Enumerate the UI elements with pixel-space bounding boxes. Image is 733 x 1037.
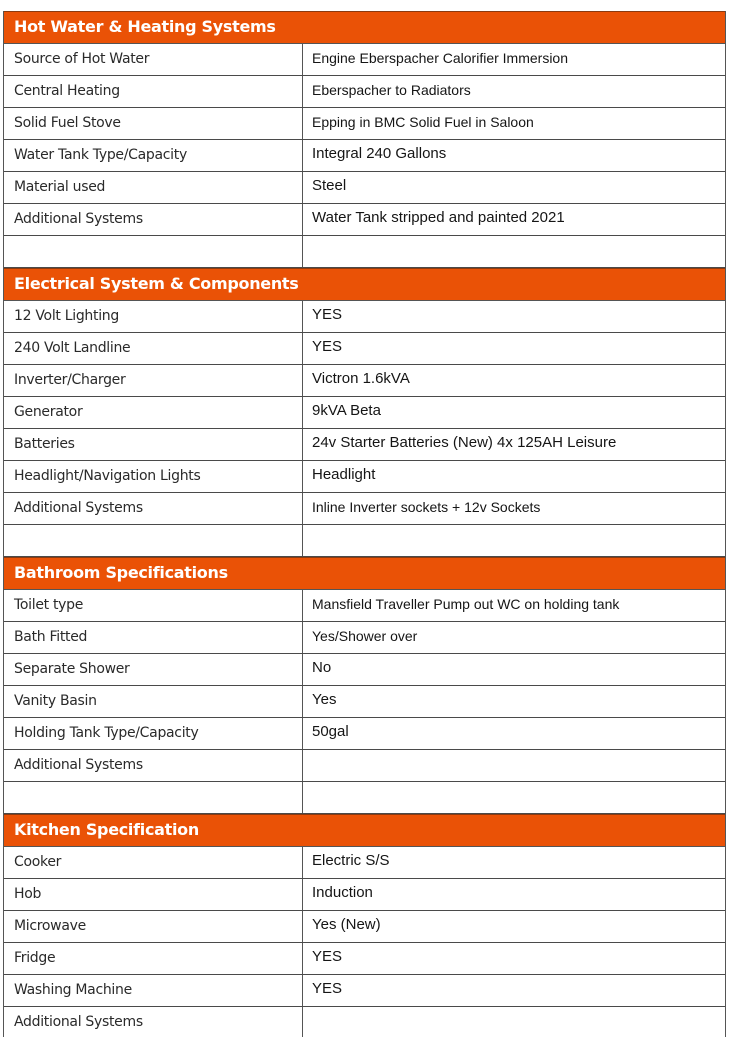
row-value: Eberspacher to Radiators	[312, 82, 471, 98]
table-row	[4, 1007, 725, 1037]
row-value: YES	[312, 306, 343, 323]
row-value: Victron 1.6kVA	[312, 370, 410, 387]
row-label	[4, 782, 303, 813]
table-row	[4, 525, 725, 557]
row-label: Batteries	[4, 429, 303, 460]
row-label: Microwave	[4, 911, 303, 942]
table-row	[4, 590, 725, 622]
spec-section	[4, 557, 725, 814]
row-value: 50gal	[312, 723, 349, 740]
row-value	[303, 525, 725, 556]
table-row	[4, 879, 725, 911]
row-label: Additional Systems	[4, 204, 303, 235]
table-row	[4, 718, 725, 750]
table-row	[4, 108, 725, 140]
table-row	[4, 44, 725, 76]
row-value: YES	[312, 338, 343, 355]
row-label: Inverter/Charger	[4, 365, 303, 396]
row-label: Toilet type	[4, 590, 303, 621]
row-value: YES	[312, 948, 343, 965]
table-row	[4, 429, 725, 461]
row-value: 9kVA Beta	[312, 402, 381, 419]
table-row	[4, 847, 725, 879]
table-row	[4, 622, 725, 654]
row-value	[303, 750, 725, 781]
row-value: Yes/Shower over	[312, 628, 418, 644]
row-value: Steel	[312, 177, 347, 194]
row-label: Holding Tank Type/Capacity	[4, 718, 303, 749]
row-label: Fridge	[4, 943, 303, 974]
row-value	[303, 782, 725, 813]
row-label: Source of Hot Water	[4, 44, 303, 75]
table-row	[4, 204, 725, 236]
row-label	[4, 525, 303, 556]
table-row	[4, 943, 725, 975]
row-label: Headlight/Navigation Lights	[4, 461, 303, 492]
row-value	[303, 1007, 725, 1037]
table-row	[4, 493, 725, 525]
spec-section	[4, 268, 725, 557]
row-value: Inline Inverter sockets + 12v Sockets	[312, 499, 541, 515]
row-value: Engine Eberspacher Calorifier Immersion	[312, 50, 568, 66]
table-row	[4, 975, 725, 1007]
row-value: Electric S/S	[312, 852, 390, 869]
row-value: Headlight	[312, 466, 376, 483]
table-row	[4, 911, 725, 943]
table-row	[4, 140, 725, 172]
row-label: Additional Systems	[4, 1007, 303, 1037]
section-header: Bathroom Specifications	[4, 557, 725, 590]
table-row	[4, 461, 725, 493]
spec-table	[3, 11, 726, 1037]
row-label: Washing Machine	[4, 975, 303, 1006]
row-label: Separate Shower	[4, 654, 303, 685]
row-label: Hob	[4, 879, 303, 910]
table-row	[4, 397, 725, 429]
table-row	[4, 236, 725, 268]
row-label	[4, 236, 303, 267]
row-label: Vanity Basin	[4, 686, 303, 717]
row-value: No	[312, 659, 332, 676]
row-label: Bath Fitted	[4, 622, 303, 653]
spec-section	[4, 11, 725, 268]
table-row	[4, 654, 725, 686]
table-row	[4, 782, 725, 814]
table-row	[4, 76, 725, 108]
row-value: Integral 240 Gallons	[312, 145, 447, 162]
table-row	[4, 172, 725, 204]
row-label: Solid Fuel Stove	[4, 108, 303, 139]
row-value: Induction	[312, 884, 373, 901]
row-label: Material used	[4, 172, 303, 203]
section-header: Kitchen Specification	[4, 814, 725, 847]
row-value: YES	[312, 980, 343, 997]
table-row	[4, 686, 725, 718]
table-row	[4, 365, 725, 397]
section-header: Hot Water & Heating Systems	[4, 11, 725, 44]
row-value: 24v Starter Batteries (New) 4x 125AH Leisure	[312, 434, 617, 451]
table-row	[4, 301, 725, 333]
row-label: Additional Systems	[4, 750, 303, 781]
row-label: 12 Volt Lighting	[4, 301, 303, 332]
spec-section	[4, 814, 725, 1037]
row-label: Water Tank Type/Capacity	[4, 140, 303, 171]
row-value: Mansfield Traveller Pump out WC on holding tank	[312, 596, 620, 612]
row-label: 240 Volt Landline	[4, 333, 303, 364]
row-value: Water Tank stripped and painted 2021	[312, 209, 565, 226]
row-value	[303, 236, 725, 267]
table-row	[4, 750, 725, 782]
section-header: Electrical System & Components	[4, 268, 725, 301]
row-label: Additional Systems	[4, 493, 303, 524]
row-value: Epping in BMC Solid Fuel in Saloon	[312, 114, 534, 130]
row-value: Yes	[312, 691, 337, 708]
row-label: Central Heating	[4, 76, 303, 107]
row-label: Cooker	[4, 847, 303, 878]
row-value: Yes (New)	[312, 916, 381, 933]
table-row	[4, 333, 725, 365]
row-label: Generator	[4, 397, 303, 428]
